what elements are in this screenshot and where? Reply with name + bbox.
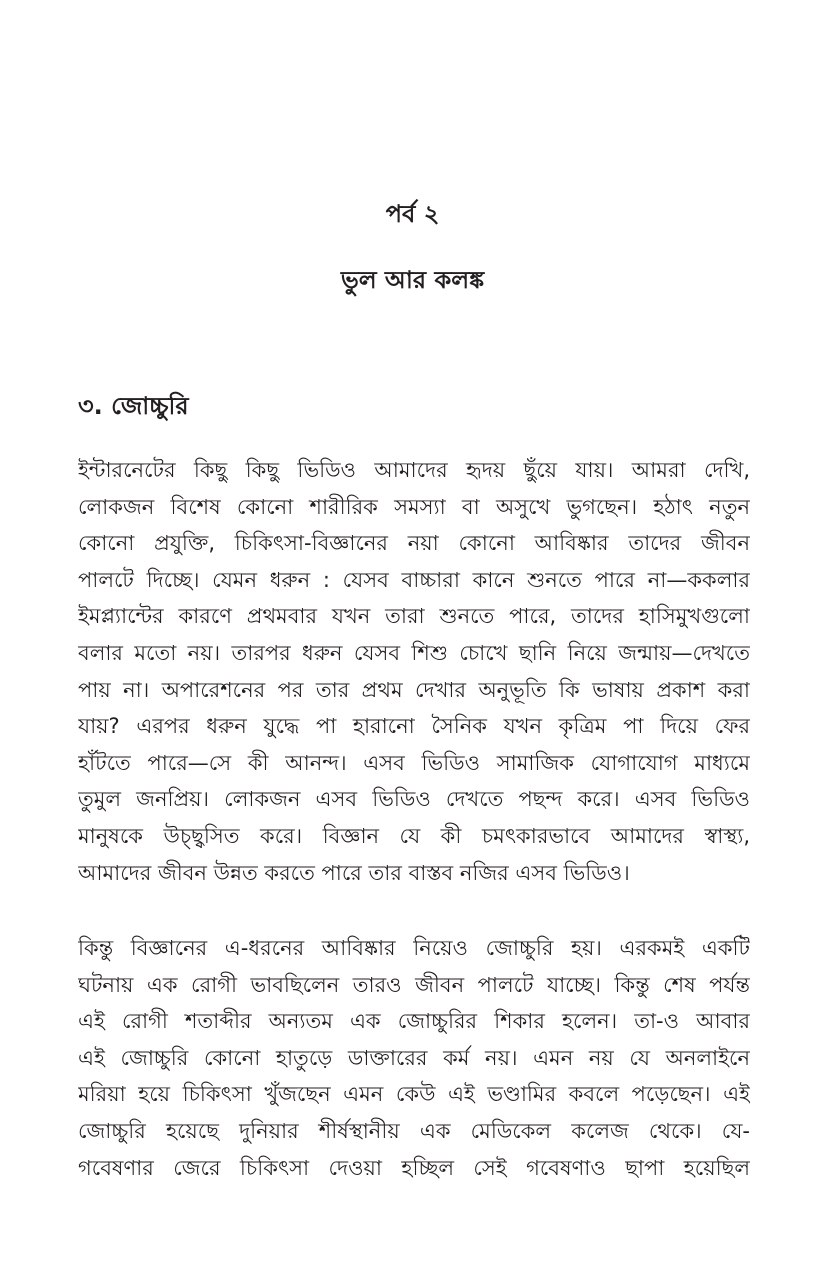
text-line: গবেষণার জেরে চিকিৎসা দেওয়া হচ্ছিল সেই গবেষণাও ছাপা হয়েছিল bbox=[78, 1155, 750, 1180]
body-paragraph bbox=[78, 452, 750, 891]
text-line: এই রোগী শতাব্দীর অন্যতম এক জোচ্চুরির শিকার হলেন। তা-ও আবার bbox=[78, 1009, 750, 1034]
text-line: লোকজন বিশেষ কোনো শারীরিক সমস্যা বা অসুখে ভুগছেন। হঠাৎ নতুন bbox=[78, 494, 750, 519]
text-line: মরিয়া হয়ে চিকিৎসা খুঁজছেন এমন কেউ এই ভণ্ডামির কবলে পড়েছেন। এই bbox=[78, 1082, 750, 1107]
text-line: মানুষকে উচ্ছ্বসিত করে। বিজ্ঞান যে কী চমৎকারভাবে আমাদের স্বাস্থ্য, bbox=[78, 823, 750, 848]
part-title: পর্ব ২ bbox=[385, 200, 440, 228]
text-line: ইমপ্ল্যান্টের কারণে প্রথমবার যখন তারা শুনতে পারে, তাদের হাসিমুখগুলো bbox=[78, 604, 750, 629]
text-line: এই জোচ্চুরি কোনো হাতুড়ে ডাক্তারের কর্ম নয়। এমন নয় যে অনলাইনে bbox=[78, 1045, 750, 1070]
text-line: কোনো প্রযুক্তি, চিকিৎসা-বিজ্ঞানের নয়া কোনো আবিষ্কার তাদের জীবন bbox=[78, 531, 750, 556]
text-line: পায় না। অপারেশনের পর তার প্রথম দেখার অনুভূতি কি ভাষায় প্রকাশ করা bbox=[78, 677, 750, 702]
text-line: আমাদের জীবন উন্নত করতে পারে তার বাস্তব নজির এসব ভিডিও। bbox=[78, 860, 630, 885]
text-line: ঘটনায় এক রোগী ভাবছিলেন তারও জীবন পালটে যাচ্ছে। কিন্তু শেষ পর্যন্ত bbox=[78, 972, 750, 997]
text-line: কিন্তু বিজ্ঞানের এ-ধরনের আবিষ্কার নিয়েও জোচ্চুরি হয়। এরকমই একটি bbox=[78, 936, 750, 960]
part-subtitle: ভুল আর কলঙ্ক bbox=[340, 266, 485, 294]
text-line: ইন্টারনেটের কিছু কিছু ভিডিও আমাদের হৃদয় ছুঁয়ে যায়। আমরা দেখি, bbox=[78, 458, 750, 482]
text-line: পালটে দিচ্ছে। যেমন ধরুন : যেসব বাচ্চারা কানে শুনতে পারে না—ককলার bbox=[78, 567, 750, 592]
section-heading: ৩. জোচ্চুরি bbox=[78, 392, 189, 420]
text-line: বলার মতো নয়। তারপর ধরুন যেসব শিশু চোখে ছানি নিয়ে জন্মায়—দেখতে bbox=[78, 640, 750, 665]
body-paragraph bbox=[78, 930, 750, 1186]
text-line: হাঁটতে পারে—সে কী আনন্দ। এসব ভিডিও সামাজিক যোগাযোগ মাধ্যমে bbox=[78, 750, 750, 775]
text-line: জোচ্চুরি হয়েছে দুনিয়ার শীর্ষস্থানীয় এক মেডিকেল কলেজ থেকে। যে- bbox=[78, 1118, 750, 1143]
text-line: যায়? এরপর ধরুন যুদ্ধে পা হারানো সৈনিক যখন কৃত্রিম পা দিয়ে ফের bbox=[78, 714, 750, 739]
text-line: তুমুল জনপ্রিয়। লোকজন এসব ভিডিও দেখতে পছন্দ করে। এসব ভিডিও bbox=[78, 787, 750, 812]
